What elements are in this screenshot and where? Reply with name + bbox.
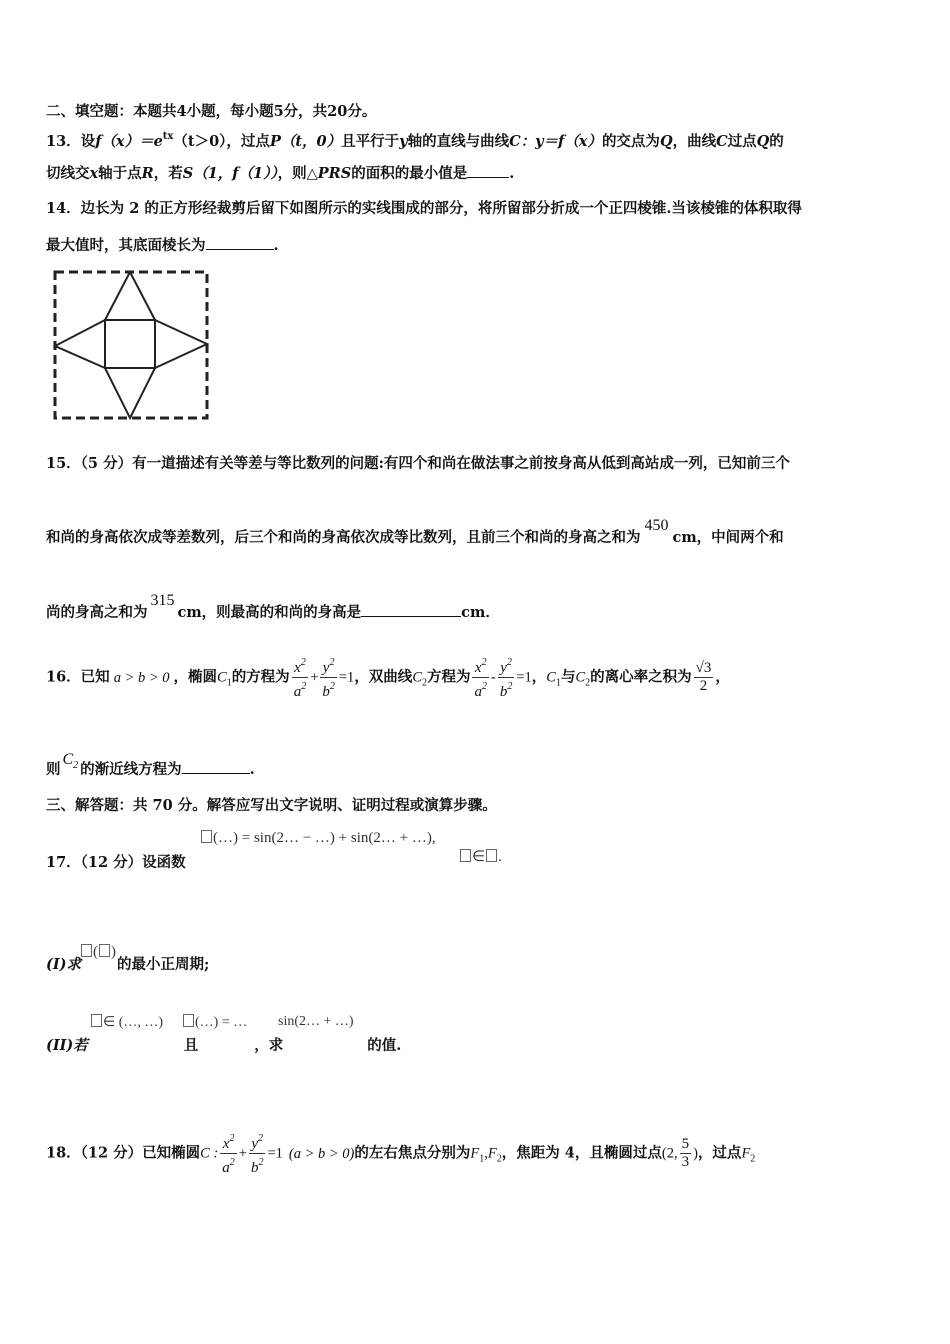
q17-part-2: (II)若 且 ，求 的值. — [46, 1037, 402, 1054]
x2-over-a2: $\frac{x^2}{a^2}$ — [220, 1130, 237, 1177]
q17-condition-2: (…) = … — [182, 1014, 247, 1031]
dashed-square-outline — [55, 272, 207, 418]
answer-blank — [206, 235, 274, 250]
q16-line-1: 16．已知 a > b > 0 ，椭圆$C_1$的方程为 $\frac{x^2}{a^2}$ + $\frac{y^2}{b^2}$ =1，双曲线$C_2$方程为 $\frac{x^2}{a^2}$ - $\frac{y^2}{b^2}$ =1，$C_1$与$C_2$的离心率之积为 $\frac{√3}{2}$ ， — [46, 654, 730, 704]
q16-line-2: 则$C_2$ 的渐近线方程为 . — [46, 751, 255, 778]
q17-fx-symbol: ( ) — [80, 944, 116, 961]
q17-domain: ∈ . — [459, 847, 502, 866]
q13-line-2: 切线交x轴于点R，若S（1，f（1）），则△PRS的面积的最小值是 . — [46, 165, 515, 182]
answer-blank — [467, 163, 509, 178]
left-triangle — [55, 320, 105, 368]
top-triangle — [105, 272, 155, 320]
y2-over-b2: $\frac{y^2}{b^2}$ — [320, 654, 337, 701]
square-cut-figure — [50, 268, 215, 423]
q15-line-2: 和尚的身高依次成等差数列，后三个和尚的身高依次成等比数列，且前三个和尚的身高之和为450cm，中间两个和 — [46, 517, 784, 546]
q18-line-1: 18．（12 分）已知椭圆C : $\frac{x^2}{a^2}$ + $\frac{y^2}{b^2}$ =1 (a > b > 0)的左右焦点分别为$F_1,F_2$，焦距为 4，且椭圆过点(2, $\frac{5}{3}$ )，过点$F_2$ — [46, 1130, 755, 1182]
five-thirds: $\frac{5}{3}$ — [681, 1136, 690, 1170]
hyperbola-y-term: $\frac{y^2}{b^2}$ — [498, 654, 515, 701]
q14-line-2: 最大值时，其底面棱长为 . — [46, 237, 279, 254]
x2-over-a2: $\frac{x^2}{a^2}$ — [292, 654, 309, 701]
answer-blank — [182, 759, 250, 774]
q17-function-formula: (…) = sin(2… − …) + sin(2… + …), — [200, 830, 436, 847]
answer-blank — [361, 602, 461, 617]
q17-target-expression: sin(2… + …) — [278, 1014, 354, 1029]
section-3-header: 三、解答题：共 70 分。解答应写出文字说明、证明过程或演算步骤。 — [46, 797, 497, 814]
q13-line-1: 13．设$f(x)=e^{tx}(t>0)$，过点P（t，0）且平行于y轴的直线与曲线C：y＝f（x）的交点为Q，曲线C过点Q的 — [46, 131, 784, 150]
y2-over-b2: $\frac{y^2}{b^2}$ — [249, 1130, 266, 1177]
right-triangle — [155, 320, 207, 368]
q15-line-1: 15．（5 分）有一道描述有关等差与等比数列的问题:有四个和尚在做法事之前按身高从低到高站成一列，已知前三个 — [46, 455, 790, 472]
q14-line-1: 14．边长为 2 的正方形经裁剪后留下如图所示的实线围成的部分，将所留部分折成一个正四棱锥.当该棱锥的体积取得 — [46, 200, 802, 217]
q17-condition-1: ∈ (…, …) — [90, 1014, 163, 1031]
q15-line-3: 尚的身高之和为315cm，则最高的和尚的身高是 cm． — [46, 592, 500, 621]
base-square — [105, 320, 155, 368]
sqrt3-over-2: $\frac{√3}{2}$ — [695, 660, 712, 694]
hyperbola-x-term: $\frac{x^2}{a^2}$ — [472, 654, 489, 701]
q17-part-1: (I)求 的最小正周期; — [46, 956, 210, 973]
section-2-header: 二、填空题：本题共4小题，每小题5分，共20分。 — [46, 103, 377, 120]
q17-line-1: 17．（12 分）设函数 — [46, 854, 186, 871]
bottom-triangle — [105, 368, 155, 418]
